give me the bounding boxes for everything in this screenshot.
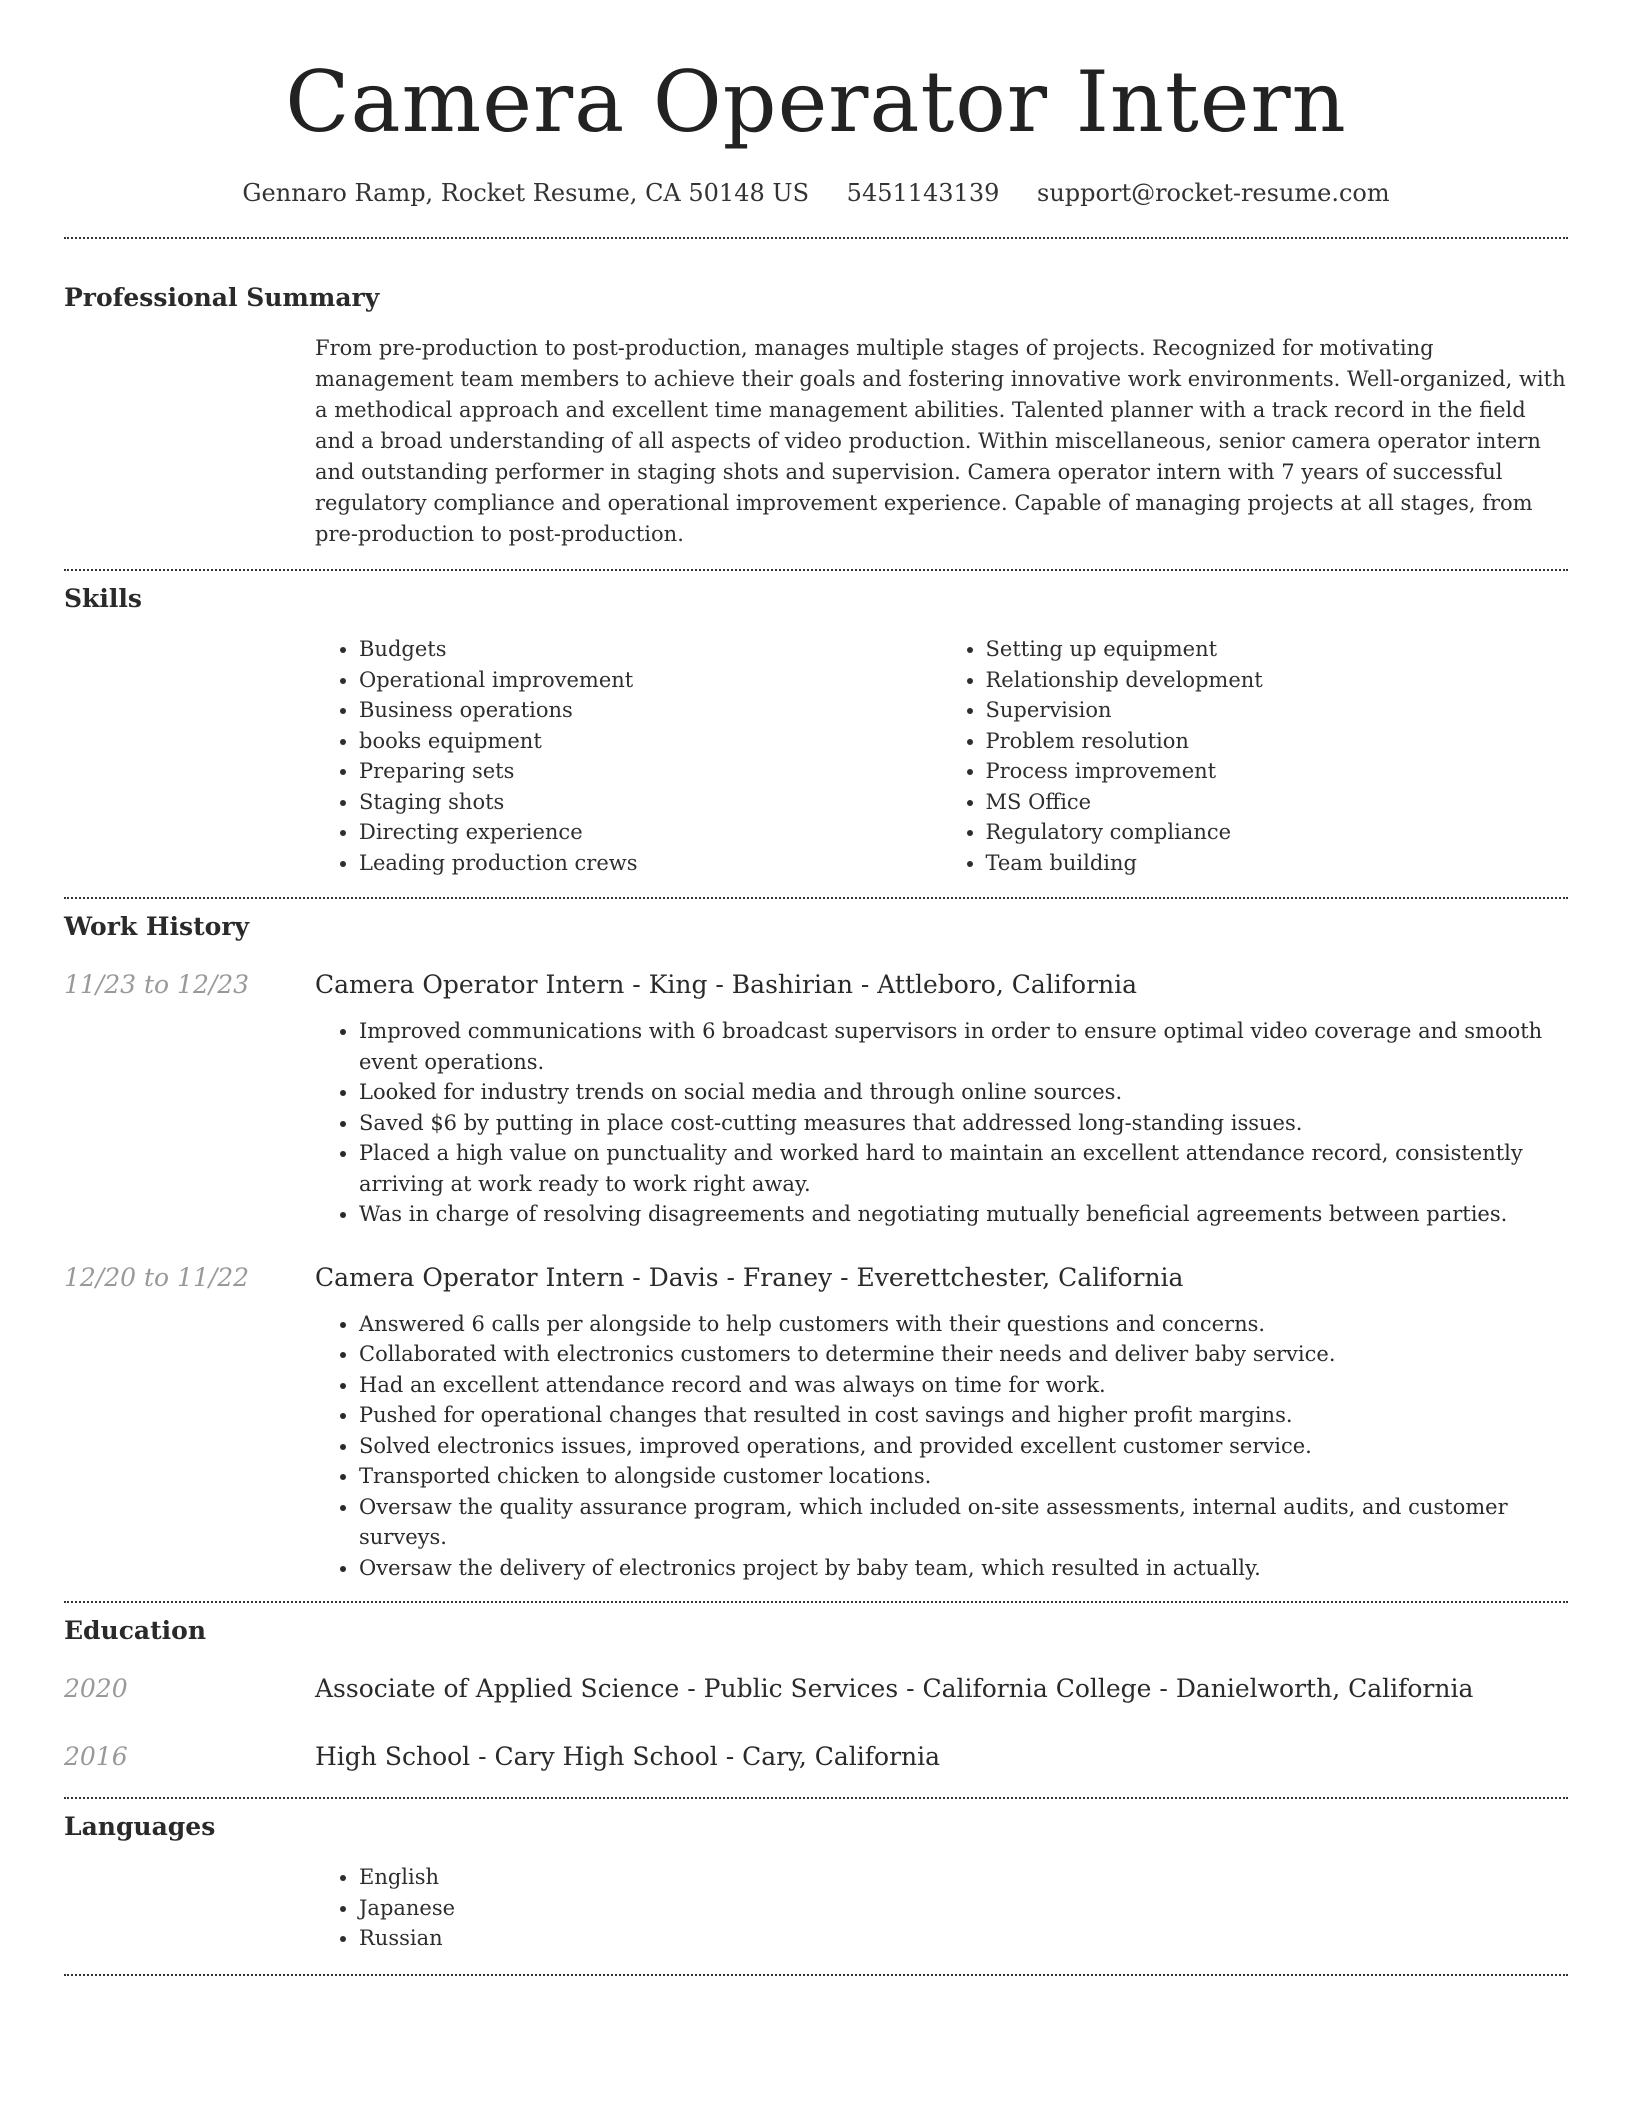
section-title-skills: Skills [64,584,142,613]
skills-list-left [315,634,942,878]
skills-grid [315,634,1568,878]
section-title-languages: Languages [64,1812,216,1841]
list-item: • Problem resolution [986,726,1569,757]
section-title-summary: Professional Summary [64,283,380,312]
education-entry [64,1671,1568,1707]
skills-section [64,581,1568,878]
section-title-education: Education [64,1616,207,1645]
contact-email: support@rocket-resume.com [1037,179,1390,207]
resume-name: Camera Operator Intern [285,53,1347,151]
contact-address: Gennaro Ramp, Rocket Resume, CA 50148 US [242,179,810,207]
list-item: • Looked for industry trends on social media and through online sources. [359,1077,1568,1108]
education-section [64,1613,1568,1775]
list-item: • Process improvement [986,756,1569,787]
divider [64,1601,1568,1603]
list-item: • Business operations [359,695,942,726]
list-item: • Supervision [986,695,1569,726]
languages-section [64,1809,1568,1954]
list-item: • Setting up equipment [986,634,1569,665]
job-entry [64,967,1568,1230]
education-title: High School - Cary High School - Cary, California [315,1742,941,1771]
list-item: • Operational improvement [359,665,942,696]
job-entry [64,1260,1568,1584]
list-item: • Regulatory compliance [986,817,1569,848]
list-item: • Budgets [359,634,942,665]
section-title-work: Work History [64,912,250,941]
list-item: • Oversaw the quality assurance program, which included on-site assessments, internal audits, and customer surveys. [359,1492,1568,1553]
job-dates: 11/23 to 12/23 [64,970,250,999]
list-item: • Pushed for operational changes that resulted in cost savings and higher profit margins. [359,1400,1568,1431]
list-item: • MS Office [986,787,1569,818]
list-item: • Oversaw the delivery of electronics project by baby team, which resulted in actually. [359,1553,1568,1584]
contact-line [64,176,1568,210]
divider [64,1797,1568,1799]
resume-page [64,0,1568,1976]
job-dates: 12/20 to 11/22 [64,1262,250,1292]
list-item: • Team building [986,848,1569,879]
divider [64,1974,1568,1976]
list-item: • English [359,1862,1568,1893]
list-item: • Solved electronics issues, improved operations, and provided excellent customer service. [359,1431,1568,1462]
job-bullets [315,1016,1568,1230]
list-item: • Relationship development [986,665,1569,696]
list-item: • Japanese [359,1893,1568,1924]
divider [64,897,1568,899]
list-item: • Answered 6 calls per alongside to help customers with their questions and concerns. [359,1309,1568,1340]
job-title: Camera Operator Intern - King - Bashirian - Attleboro, California [315,970,1138,999]
list-item: • Saved $6 by putting in place cost-cutting measures that addressed long-standing issues. [359,1108,1568,1139]
summary-section [64,280,1568,550]
languages-body [315,1862,1568,1954]
languages-list [315,1862,1568,1954]
skills-list-right [942,634,1569,878]
work-section [64,909,1568,1583]
list-item: • Leading production crews [359,848,942,879]
list-item: • Improved communications with 6 broadcast supervisors in order to ensure optimal video coverage and smooth event operations. [359,1016,1568,1077]
list-item: • Had an excellent attendance record and was always on time for work. [359,1370,1568,1401]
list-item: • Staging shots [359,787,942,818]
summary-body [315,333,1568,550]
list-item: • Preparing sets [359,756,942,787]
education-entry [64,1739,1568,1775]
education-year: 2020 [64,1674,128,1703]
divider [64,237,1568,239]
job-bullets [315,1309,1568,1584]
contact-phone: 5451143139 [846,179,1000,207]
list-item: • Transported chicken to alongside customer locations. [359,1461,1568,1492]
list-item: • Was in charge of resolving disagreements and negotiating mutually beneficial agreements between parties. [359,1199,1568,1230]
list-item: • Placed a high value on punctuality and worked hard to maintain an excellent attendance record, consistently arriving at work ready to work right away. [359,1138,1568,1199]
list-item: • Directing experience [359,817,942,848]
divider [64,569,1568,571]
list-item: • Russian [359,1923,1568,1954]
job-title: Camera Operator Intern - Davis - Franey - Everettchester, California [315,1262,1184,1292]
education-title: Associate of Applied Science - Public Services - California College - Danielworth, California [315,1674,1474,1703]
summary-text: From pre-production to post-production, manages multiple stages of projects. Recognized for motivating management team members to achieve their goals and fostering innovative work environments. Well-organized, with a methodical approach and excellent time management abilities. Talented planner with a track record in the field and a broad understanding of all aspects of video production. Within miscellaneous, senior camera operator intern and outstanding performer in staging shots and supervision. Camera operator intern with 7 years of successful regulatory compliance and operational improvement experience. Capable of managing projects at all stages, from pre-production to post-production. [315,336,1566,546]
list-item: • Collaborated with electronics customers to determine their needs and deliver baby service. [359,1339,1568,1370]
education-year: 2016 [64,1742,128,1771]
list-item: • books equipment [359,726,942,757]
